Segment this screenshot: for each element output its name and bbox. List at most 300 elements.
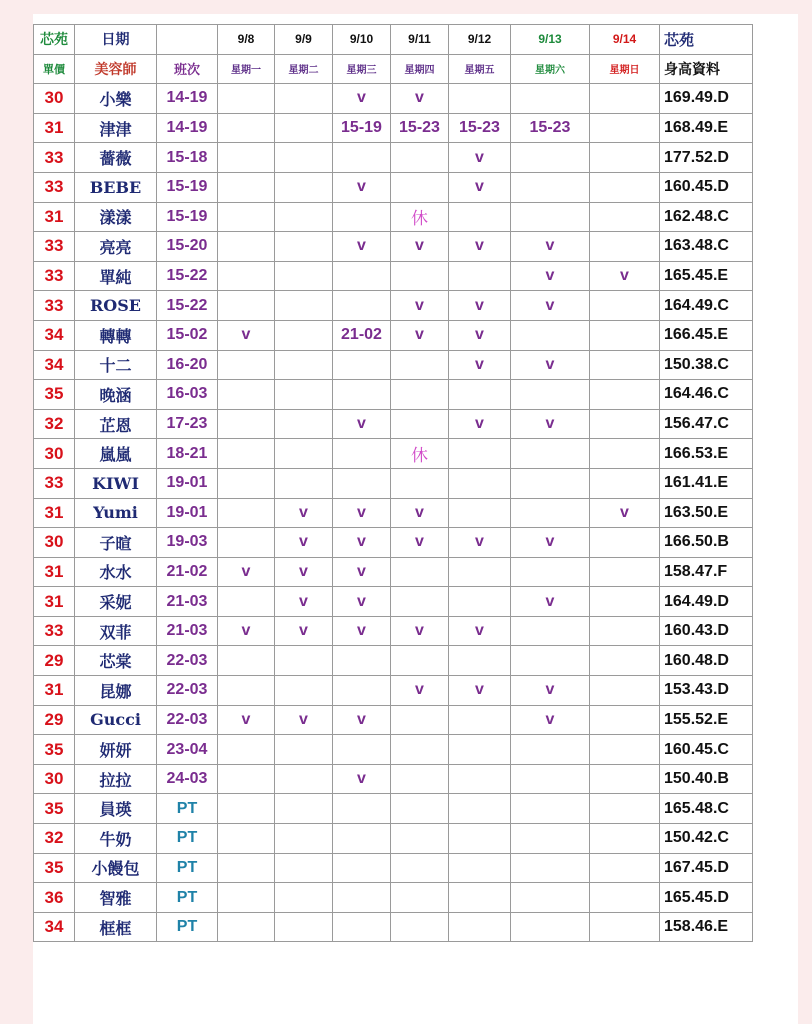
shift-cell: 15-22	[157, 261, 218, 291]
day-cell-sun	[590, 824, 660, 854]
day-cell-thu	[391, 172, 449, 202]
day-cell-fri	[449, 883, 511, 913]
table-row	[34, 202, 753, 232]
day-cell-tue	[275, 261, 333, 291]
day-cell-tue	[275, 794, 333, 824]
day-cell-mon	[218, 232, 275, 262]
table-row	[34, 853, 753, 883]
day-cell-sun	[590, 883, 660, 913]
table-row	[34, 439, 753, 469]
day-cell-sun	[590, 468, 660, 498]
height-cell: 165.48.C	[660, 794, 753, 824]
height-cell: 164.49.C	[660, 291, 753, 321]
day-cell-thu	[391, 883, 449, 913]
table-row	[34, 143, 753, 173]
day-cell-sat: v	[511, 291, 590, 321]
day-cell-tue: v	[275, 587, 333, 617]
table-row	[34, 616, 753, 646]
day-cell-wed: v	[333, 528, 391, 558]
day-cell-sun	[590, 853, 660, 883]
day-cell-wed: v	[333, 84, 391, 114]
day-cell-tue	[275, 439, 333, 469]
table-row	[34, 468, 753, 498]
beautician-name: BEBE	[75, 172, 157, 202]
day-cell-sun	[590, 291, 660, 321]
height-cell: 155.52.E	[660, 705, 753, 735]
day-cell-tue	[275, 143, 333, 173]
day-cell-fri	[449, 202, 511, 232]
weekday-sat: 星期六	[511, 54, 590, 84]
day-cell-sun	[590, 172, 660, 202]
day-cell-thu: v	[391, 676, 449, 706]
day-cell-wed	[333, 291, 391, 321]
shift-cell: 21-03	[157, 616, 218, 646]
height-cell: 160.45.D	[660, 172, 753, 202]
day-cell-wed: v	[333, 764, 391, 794]
day-cell-sat	[511, 498, 590, 528]
shift-cell: 22-03	[157, 705, 218, 735]
weekday-fri: 星期五	[449, 54, 511, 84]
table-row	[34, 172, 753, 202]
day-cell-mon: v	[218, 616, 275, 646]
beautician-name: 薔薇	[75, 143, 157, 173]
day-cell-sat	[511, 764, 590, 794]
date-label: 日期	[75, 25, 157, 55]
day-cell-fri	[449, 587, 511, 617]
day-cell-sun	[590, 409, 660, 439]
day-cell-tue	[275, 646, 333, 676]
day-cell-sat	[511, 557, 590, 587]
height-cell: 167.45.D	[660, 853, 753, 883]
day-cell-sun: v	[590, 498, 660, 528]
day-cell-sat	[511, 616, 590, 646]
height-cell: 164.49.D	[660, 587, 753, 617]
beautician-name: ROSE	[75, 291, 157, 321]
height-cell: 160.43.D	[660, 616, 753, 646]
shift-cell: 22-03	[157, 676, 218, 706]
day-cell-mon	[218, 794, 275, 824]
beautician-name: 昆娜	[75, 676, 157, 706]
day-cell-tue	[275, 409, 333, 439]
day-cell-tue: v	[275, 557, 333, 587]
day-cell-thu	[391, 735, 449, 765]
table-row	[34, 291, 753, 321]
beautician-name: 單純	[75, 261, 157, 291]
shift-cell: 19-01	[157, 468, 218, 498]
header-row	[34, 25, 753, 55]
day-cell-thu: v	[391, 84, 449, 114]
day-cell-mon	[218, 676, 275, 706]
day-cell-mon	[218, 113, 275, 143]
beautician-name: 轉轉	[75, 320, 157, 350]
day-cell-fri: v	[449, 409, 511, 439]
height-cell: 168.49.E	[660, 113, 753, 143]
beautician-name: 牛奶	[75, 824, 157, 854]
day-cell-sun	[590, 350, 660, 380]
price-cell: 35	[34, 735, 75, 765]
day-cell-mon	[218, 84, 275, 114]
height-cell: 163.48.C	[660, 232, 753, 262]
day-cell-tue	[275, 84, 333, 114]
beautician-name: 框框	[75, 912, 157, 942]
day-cell-wed	[333, 350, 391, 380]
day-cell-sun	[590, 616, 660, 646]
beautician-name: 嵐嵐	[75, 439, 157, 469]
day-cell-wed	[333, 202, 391, 232]
day-cell-sat	[511, 202, 590, 232]
brand-right: 芯苑	[660, 25, 753, 55]
day-cell-fri: v	[449, 676, 511, 706]
weekday-sun: 星期日	[590, 54, 660, 84]
day-cell-sun	[590, 113, 660, 143]
day-cell-sat	[511, 824, 590, 854]
beautician-name: 芷恩	[75, 409, 157, 439]
day-cell-wed	[333, 646, 391, 676]
shift-cell: 15-20	[157, 232, 218, 262]
day-cell-mon: v	[218, 705, 275, 735]
day-cell-fri: v	[449, 320, 511, 350]
beautician-name: 拉拉	[75, 764, 157, 794]
day-cell-sat	[511, 646, 590, 676]
day-cell-mon	[218, 883, 275, 913]
price-cell: 35	[34, 794, 75, 824]
day-cell-tue	[275, 291, 333, 321]
height-cell: 150.38.C	[660, 350, 753, 380]
day-cell-wed	[333, 143, 391, 173]
table-row	[34, 498, 753, 528]
day-cell-tue	[275, 468, 333, 498]
table-row	[34, 764, 753, 794]
beautician-name: 津津	[75, 113, 157, 143]
day-cell-fri	[449, 853, 511, 883]
beautician-name: 双菲	[75, 616, 157, 646]
day-cell-tue	[275, 350, 333, 380]
table-row	[34, 735, 753, 765]
day-cell-wed	[333, 883, 391, 913]
day-cell-thu	[391, 261, 449, 291]
date-thu: 9/11	[391, 25, 449, 55]
height-cell: 166.50.B	[660, 528, 753, 558]
day-cell-sun	[590, 912, 660, 942]
day-cell-mon	[218, 202, 275, 232]
height-cell: 160.48.D	[660, 646, 753, 676]
day-cell-sun	[590, 587, 660, 617]
day-cell-thu	[391, 794, 449, 824]
day-cell-thu: v	[391, 291, 449, 321]
day-cell-sat	[511, 172, 590, 202]
day-cell-sat	[511, 439, 590, 469]
shift-cell: 15-22	[157, 291, 218, 321]
day-cell-tue: v	[275, 498, 333, 528]
height-cell: 158.46.E	[660, 912, 753, 942]
height-cell: 177.52.D	[660, 143, 753, 173]
price-cell: 32	[34, 824, 75, 854]
price-cell: 33	[34, 468, 75, 498]
day-cell-tue	[275, 824, 333, 854]
height-cell: 164.46.C	[660, 380, 753, 410]
date-tue: 9/9	[275, 25, 333, 55]
beautician-name: 子暄	[75, 528, 157, 558]
price-cell: 32	[34, 409, 75, 439]
height-cell: 150.42.C	[660, 824, 753, 854]
day-cell-mon	[218, 380, 275, 410]
day-cell-thu	[391, 143, 449, 173]
day-cell-wed: v	[333, 705, 391, 735]
day-cell-thu: v	[391, 498, 449, 528]
day-cell-sat: v	[511, 528, 590, 558]
day-cell-sat	[511, 380, 590, 410]
day-cell-sat: v	[511, 409, 590, 439]
day-cell-mon	[218, 735, 275, 765]
day-cell-thu	[391, 824, 449, 854]
price-cell: 36	[34, 883, 75, 913]
date-fri: 9/12	[449, 25, 511, 55]
weekday-thu: 星期四	[391, 54, 449, 84]
day-cell-sun	[590, 143, 660, 173]
shift-cell: 23-04	[157, 735, 218, 765]
day-cell-tue: v	[275, 616, 333, 646]
day-cell-tue	[275, 676, 333, 706]
table-row	[34, 261, 753, 291]
day-cell-sun	[590, 439, 660, 469]
table-row	[34, 883, 753, 913]
weekday-wed: 星期三	[333, 54, 391, 84]
day-cell-thu: v	[391, 232, 449, 262]
beautician-name: 亮亮	[75, 232, 157, 262]
day-cell-wed	[333, 912, 391, 942]
height-cell: 165.45.D	[660, 883, 753, 913]
day-cell-thu	[391, 350, 449, 380]
shift-cell: 15-19	[157, 202, 218, 232]
price-cell: 30	[34, 439, 75, 469]
beautician-name: Gucci	[75, 705, 157, 735]
price-cell: 35	[34, 853, 75, 883]
shift-cell: PT	[157, 824, 218, 854]
day-cell-thu	[391, 912, 449, 942]
height-cell: 158.47.F	[660, 557, 753, 587]
shift-cell: 15-18	[157, 143, 218, 173]
day-cell-tue: v	[275, 528, 333, 558]
day-cell-mon	[218, 172, 275, 202]
day-cell-wed: v	[333, 616, 391, 646]
shift-cell: PT	[157, 794, 218, 824]
price-cell: 34	[34, 320, 75, 350]
table-row	[34, 705, 753, 735]
day-cell-thu: 休	[391, 202, 449, 232]
beautician-name: 智雅	[75, 883, 157, 913]
day-cell-thu	[391, 705, 449, 735]
height-cell: 169.49.D	[660, 84, 753, 114]
day-cell-thu	[391, 764, 449, 794]
day-cell-sat: v	[511, 350, 590, 380]
day-cell-mon	[218, 646, 275, 676]
day-cell-sat: v	[511, 676, 590, 706]
table-row	[34, 84, 753, 114]
weekday-tue: 星期二	[275, 54, 333, 84]
table-row	[34, 824, 753, 854]
day-cell-sat: v	[511, 587, 590, 617]
date-wed: 9/10	[333, 25, 391, 55]
price-cell: 30	[34, 84, 75, 114]
day-cell-sun	[590, 84, 660, 114]
day-cell-thu: v	[391, 320, 449, 350]
day-cell-mon	[218, 853, 275, 883]
day-cell-wed	[333, 853, 391, 883]
shift-cell: 19-03	[157, 528, 218, 558]
shift-cell: 18-21	[157, 439, 218, 469]
beautician-name: 水水	[75, 557, 157, 587]
price-cell: 31	[34, 587, 75, 617]
day-cell-thu	[391, 853, 449, 883]
day-cell-fri	[449, 557, 511, 587]
height-cell: 162.48.C	[660, 202, 753, 232]
day-cell-thu: 15-23	[391, 113, 449, 143]
day-cell-fri: v	[449, 172, 511, 202]
day-cell-wed: 21-02	[333, 320, 391, 350]
price-cell: 31	[34, 113, 75, 143]
beautician-name: 芯棠	[75, 646, 157, 676]
price-column-header: 單價	[34, 54, 75, 84]
table-row	[34, 350, 753, 380]
day-cell-sun	[590, 557, 660, 587]
table-row	[34, 794, 753, 824]
day-cell-fri: v	[449, 143, 511, 173]
day-cell-tue	[275, 764, 333, 794]
day-cell-wed	[333, 468, 391, 498]
height-cell: 166.53.E	[660, 439, 753, 469]
day-cell-wed: v	[333, 587, 391, 617]
day-cell-tue	[275, 883, 333, 913]
price-cell: 33	[34, 232, 75, 262]
day-cell-mon: v	[218, 320, 275, 350]
schedule-body	[34, 25, 753, 942]
day-cell-mon	[218, 824, 275, 854]
day-cell-sun	[590, 202, 660, 232]
day-cell-mon: v	[218, 557, 275, 587]
day-cell-sat: v	[511, 232, 590, 262]
shift-cell: 16-03	[157, 380, 218, 410]
weekday-mon: 星期一	[218, 54, 275, 84]
date-sun: 9/14	[590, 25, 660, 55]
day-cell-thu: 休	[391, 439, 449, 469]
shift-cell: 24-03	[157, 764, 218, 794]
table-row	[34, 676, 753, 706]
day-cell-mon	[218, 143, 275, 173]
beautician-column-header: 美容師	[75, 54, 157, 84]
day-cell-sun	[590, 764, 660, 794]
height-cell: 165.45.E	[660, 261, 753, 291]
day-cell-sat	[511, 143, 590, 173]
day-cell-fri: v	[449, 350, 511, 380]
day-cell-sun	[590, 676, 660, 706]
day-cell-wed	[333, 261, 391, 291]
beautician-name: 妍妍	[75, 735, 157, 765]
day-cell-tue	[275, 113, 333, 143]
day-cell-fri	[449, 646, 511, 676]
day-cell-sun	[590, 528, 660, 558]
shift-cell: PT	[157, 912, 218, 942]
day-cell-sun	[590, 320, 660, 350]
day-cell-mon	[218, 764, 275, 794]
beautician-name: 員瑛	[75, 794, 157, 824]
price-cell: 31	[34, 676, 75, 706]
day-cell-mon	[218, 291, 275, 321]
header-empty-cell	[157, 25, 218, 55]
day-cell-tue	[275, 735, 333, 765]
day-cell-mon	[218, 350, 275, 380]
day-cell-fri	[449, 439, 511, 469]
price-cell: 31	[34, 498, 75, 528]
date-sat: 9/13	[511, 25, 590, 55]
day-cell-wed: v	[333, 172, 391, 202]
day-cell-fri: 15-23	[449, 113, 511, 143]
shift-cell: 16-20	[157, 350, 218, 380]
shift-cell: 21-02	[157, 557, 218, 587]
beautician-name: 采妮	[75, 587, 157, 617]
price-cell: 33	[34, 261, 75, 291]
price-cell: 34	[34, 912, 75, 942]
day-cell-fri: v	[449, 528, 511, 558]
price-cell: 31	[34, 202, 75, 232]
table-row	[34, 320, 753, 350]
day-cell-sat	[511, 853, 590, 883]
day-cell-sat	[511, 794, 590, 824]
beautician-name: 十二	[75, 350, 157, 380]
day-cell-thu	[391, 468, 449, 498]
height-column-header: 身高資料	[660, 54, 753, 84]
shift-cell: 14-19	[157, 113, 218, 143]
day-cell-mon	[218, 912, 275, 942]
shift-cell: 19-01	[157, 498, 218, 528]
day-cell-wed	[333, 676, 391, 706]
day-cell-thu	[391, 409, 449, 439]
day-cell-tue	[275, 912, 333, 942]
day-cell-thu	[391, 380, 449, 410]
shift-cell: 21-03	[157, 587, 218, 617]
day-cell-tue	[275, 202, 333, 232]
day-cell-fri	[449, 380, 511, 410]
price-cell: 35	[34, 380, 75, 410]
day-cell-wed	[333, 439, 391, 469]
beautician-name: 晚涵	[75, 380, 157, 410]
shift-cell: PT	[157, 853, 218, 883]
shift-cell: 22-03	[157, 646, 218, 676]
brand-left: 芯苑	[34, 25, 75, 55]
height-cell: 153.43.D	[660, 676, 753, 706]
table-row	[34, 113, 753, 143]
day-cell-sun	[590, 735, 660, 765]
price-cell: 33	[34, 172, 75, 202]
day-cell-tue	[275, 320, 333, 350]
day-cell-fri	[449, 261, 511, 291]
day-cell-wed	[333, 824, 391, 854]
price-cell: 33	[34, 143, 75, 173]
day-cell-fri	[449, 705, 511, 735]
day-cell-tue	[275, 172, 333, 202]
table-row	[34, 380, 753, 410]
price-cell: 29	[34, 705, 75, 735]
day-cell-tue	[275, 853, 333, 883]
day-cell-wed: v	[333, 557, 391, 587]
shift-cell: 15-19	[157, 172, 218, 202]
day-cell-tue	[275, 380, 333, 410]
day-cell-sat	[511, 912, 590, 942]
table-row	[34, 557, 753, 587]
day-cell-fri: v	[449, 616, 511, 646]
shift-cell: PT	[157, 883, 218, 913]
price-cell: 30	[34, 528, 75, 558]
price-cell: 33	[34, 616, 75, 646]
